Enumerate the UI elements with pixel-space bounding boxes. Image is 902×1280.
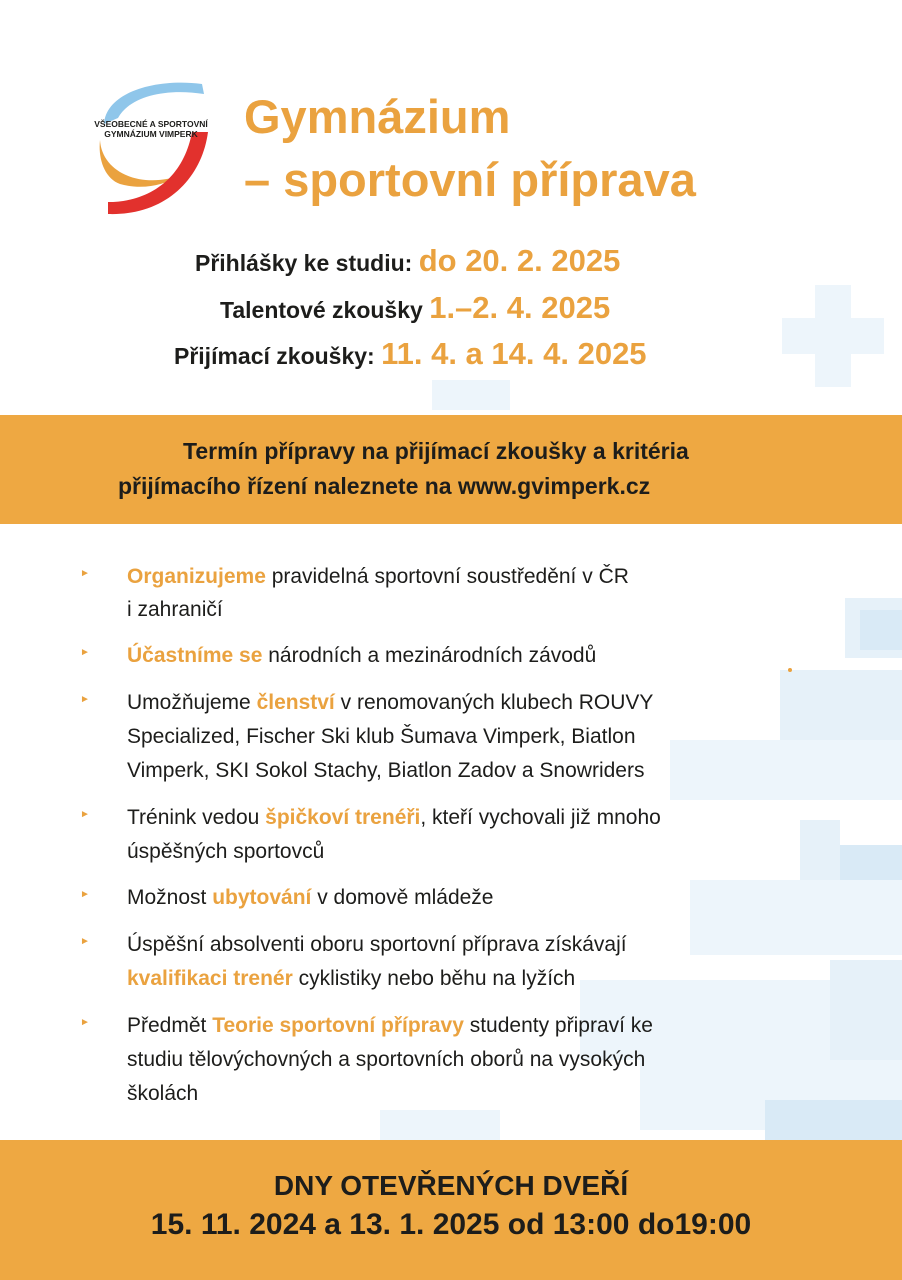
- date-value: 11. 4. a 14. 4. 2025: [381, 336, 647, 371]
- info-band-line-2: přijímacího řízení naleznete na www.gvimperk.cz: [118, 473, 651, 499]
- date-label: Talentové zkoušky: [220, 297, 430, 323]
- list-item-line: Možnost ubytování v domově mládeže: [127, 886, 494, 909]
- list-item-line: Umožňujeme členství v renomovaných klubech ROUVY: [127, 691, 654, 714]
- list-item-line: školách: [127, 1082, 199, 1105]
- triangle-bullet-icon: ►: [80, 809, 90, 820]
- info-band: [0, 415, 902, 524]
- date-row-entrance-exams: [174, 336, 647, 372]
- highlight-text: kvalifikaci trenér: [127, 967, 293, 990]
- open-days-dates: 15. 11. 2024 a 13. 1. 2025 od 13:00 do19:00: [150, 1208, 752, 1241]
- triangle-bullet-icon: ►: [80, 889, 90, 900]
- highlight-text: členství: [256, 691, 335, 714]
- highlight-text: Teorie sportovní přípravy: [212, 1014, 464, 1037]
- list-item-line: Vimperk, SKI Sokol Stachy, Biatlon Zadov a Snowriders: [127, 759, 645, 782]
- highlight-text: ubytování: [212, 886, 312, 909]
- highlight-text: Organizujeme: [127, 565, 266, 588]
- open-days-heading: DNY OTEVŘENÝCH DVEŘÍ: [273, 1170, 629, 1201]
- date-label: Přijímací zkoušky:: [174, 343, 382, 369]
- decorative-dot: [788, 668, 792, 672]
- date-value: do 20. 2. 2025: [418, 243, 621, 278]
- date-row-applications: [195, 243, 620, 279]
- list-item-line: studiu tělovýchovných a sportovních oborů na vysokých: [127, 1048, 646, 1071]
- triangle-bullet-icon: ►: [80, 647, 90, 658]
- logo-mark-icon: [96, 78, 218, 216]
- triangle-bullet-icon: ►: [80, 936, 90, 947]
- triangle-bullet-icon: ►: [80, 1017, 90, 1028]
- list-item-line: i zahraničí: [127, 598, 223, 621]
- date-value: 1.–2. 4. 2025: [429, 290, 611, 325]
- triangle-bullet-icon: ►: [80, 694, 90, 705]
- highlight-text: Účastníme se: [127, 644, 263, 667]
- list-item-line: Trénink vedou špičkoví trenéři, kteří vychovali již mnoho: [127, 806, 661, 829]
- list-item-line: Předmět Teorie sportovní přípravy studenty připraví ke: [127, 1014, 653, 1037]
- page-title-line-1: Gymnázium: [244, 90, 511, 143]
- info-band-line-1: Termín přípravy na přijímací zkoušky a kritéria: [183, 438, 689, 464]
- triangle-bullet-icon: ►: [80, 568, 90, 579]
- list-item-line: kvalifikaci trenér cyklistiky nebo běhu na lyžích: [127, 967, 576, 990]
- date-label: Přihlášky ke studiu:: [195, 250, 419, 276]
- list-item-line: Organizujeme pravidelná sportovní soustředění v ČR: [127, 565, 629, 588]
- highlight-text: špičkoví trenéři: [265, 806, 421, 829]
- logo-line-1: VŠEOBECNÉ A SPORTOVNÍ: [94, 119, 208, 129]
- logo-line-2: GYMNÁZIUM VIMPERK: [104, 129, 198, 139]
- logo-text: [76, 119, 226, 139]
- list-item-line: Účastníme se národních a mezinárodních závodů: [127, 644, 597, 667]
- list-item-line: Úspěšní absolventi oboru sportovní příprava získávají: [127, 933, 627, 956]
- page-title-line-2: – sportovní příprava: [244, 153, 696, 206]
- date-row-talent-exams: [220, 290, 610, 326]
- list-item-line: Specialized, Fischer Ski klub Šumava Vimperk, Biatlon: [127, 725, 636, 748]
- list-item-line: úspěšných sportovců: [127, 840, 325, 863]
